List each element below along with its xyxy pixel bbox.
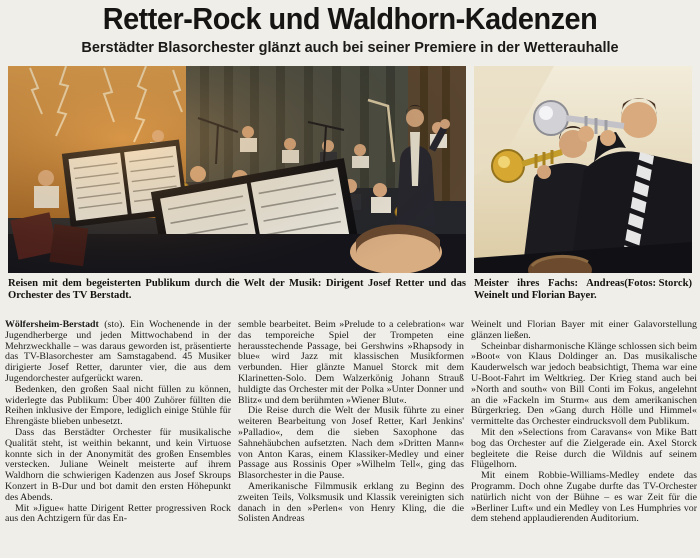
article-paragraph: Dass das Berstädter Orchester für musikalische Qualität steht, ist weithin bekannt, und kein Virtuose konnte sich in der Anonymität des großen Ensembles verstecken. Juliane Weinelt meisterte auf ihrem Waldhorn die schwierigen Kadenzen aus Josef Skroups Konzert in B-Dur und bot damit den ersten Höhepunkt des Abends.: [5, 426, 231, 503]
dateline: Wölfersheim-Berstadt: [5, 319, 99, 330]
article-paragraph: Mit einem Robbie-Williams-Medley endete das Programm. Doch ohne Zugabe durfte das TV-Orchester natürlich nicht von der Bühne – es war Zeit für die »Berliner Luft« und ein Medley von Les Humphries vor dem stehend applaudierenden Auditorium.: [471, 470, 697, 525]
article-paragraph: [5, 320, 231, 385]
article-paragraph: Bedenken, den großen Saal nicht füllen zu können, widerlegte das Publikum: Über 400 Zuhörer füllten die Reihen inklusive der Empore, lediglich einige Stühle für Ehrengäste blieben unbesetzt.: [5, 383, 231, 428]
lead-text: (sto). Ein Wochenende in der Jugendherberge und jeden Mittwochabend in der Mehrzweckhalle – was daraus geworden ist, präsentierte das TV-Blasorchester am Samstagabend. 45 Musiker dirigierte Josef Retter, darunter vier, die aus dem Jugendorchester aufgerückt waren.: [5, 319, 231, 384]
article-paragraph: Amerikanische Filmmusik erklang zu Beginn des zweiten Teils, Volksmusik und Klassik vereinigten sich danach in den »Perlen« von Henry Kling, die die Solisten Andreas: [238, 480, 464, 525]
article-paragraph: Mit »Jigue« hatte Dirigent Retter progressiven Rock aus den Achtzigern für das En-: [5, 502, 231, 525]
article-paragraph: Die Reise durch die Welt der Musik führte zu einer weiteren Bearbeitung von Josef Retter, Karl Jenkins' »Palladio«, dem die sieben Saxophone das Sahnehäubchen aufsetzten. Nach dem »Dritten Mann« von Anton Karas, einem Klassiker-Medley und einer Passage aus Rossinis Oper »Wilhelm Tell«, ging das Blasorchester in die Pause.: [238, 405, 464, 482]
right-photo-caption: [474, 278, 692, 301]
article-paragraph: Mit den »Selections from Caravans« von Mike Batt bog das Orchester auf die Zielgerade ein. Axel Storck begleitete die Reise durch die Wildnis auf seinem Flügelhorn.: [471, 426, 697, 471]
headline: Retter-Rock und Waldhorn-Kadenzen: [102, 1, 598, 36]
article-column-2: [238, 320, 464, 525]
article-body: [5, 320, 697, 525]
trumpeters-photo-illustration: [474, 66, 692, 273]
article-column-1: [5, 320, 231, 525]
trumpeters-photo: [474, 66, 692, 273]
article-paragraph: semble bearbeitet. Beim »Prelude to a celebration« war das temporeiche Spiel der Trompeten eine herausstechende Passage, bei Gershwins »Rhapsody in blue« wird Jazz mit klassischen Musikformen verbunden. Hier glänzte Manuel Storck mit dem Klarinetten-Solo. Dem Walzerkönig Johann Strauß huldigte das Orchester mit der Polka »Unter Donner und Blitz« und dem berühmten »Wiener Blut«.: [238, 319, 464, 406]
caption-row: [8, 278, 692, 301]
article-paragraph: Scheinbar disharmonische Klänge schlossen sich beim »Boot« von Klaus Doldinger an. Das musikalische Kauderwelsch war jedoch beabsichtigt, Thema war eine U-Boot-Fahrt im Weltkrieg. Der Krieg stand auch bei »North and south« von Bill Conti im Fokus, angelehnt an die »Fackeln im Sturm« aus dem amerikanischen Bürgerkrieg. Den »Gang durch Hölle und Himmel« vermittelte das Orchester eindrucksvoll dem Publikum.: [471, 340, 697, 428]
orchestra-photo-illustration: [8, 66, 466, 273]
subheadline: Berstädter Blasorchester glänzt auch bei seiner Premiere in der Wetterauhalle: [81, 40, 619, 56]
article-paragraph: Weinelt und Florian Bayer mit einer Galavorstellung glänzen ließen.: [471, 319, 697, 341]
left-photo-caption: Reisen mit dem begeisterten Publikum durch die Welt der Musik: Dirigent Josef Retter und das Orchester des TV Berstadt.: [8, 278, 466, 301]
right-photo-caption-text: Meister ihres Fachs: Andreas Weinelt und Florian Bayer.: [474, 278, 625, 301]
orchestra-photo: [8, 66, 466, 273]
photo-credit: (Fotos: Storck): [624, 278, 692, 289]
photo-row: [8, 66, 692, 273]
article-column-3: [471, 320, 697, 525]
